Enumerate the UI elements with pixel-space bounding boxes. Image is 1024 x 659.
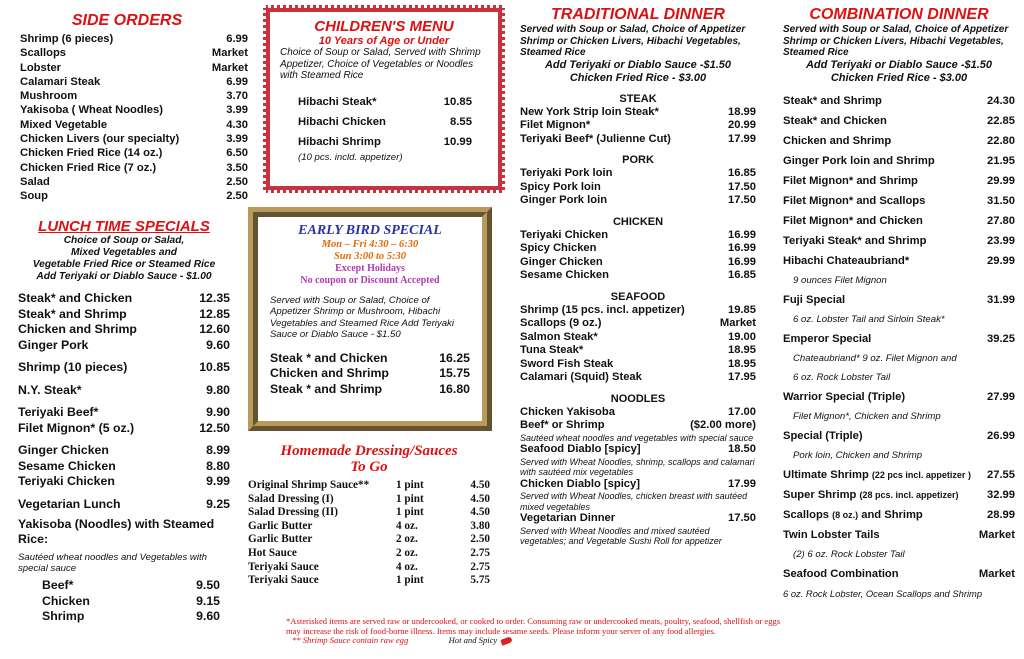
dressing-row: Teriyaki Sauce 1 pint 5.75 — [248, 574, 490, 587]
lunch-row — [18, 360, 230, 376]
item-price: 19.85 — [728, 303, 756, 316]
item-name: Spicy Chicken — [520, 242, 597, 254]
item-name: Steak * and Chicken — [270, 350, 388, 365]
item-price: 27.80 — [987, 214, 1015, 227]
item-price: 29.99 — [987, 174, 1015, 187]
dressing-title-2: To Go — [350, 459, 388, 475]
dressing-row: Salad Dressing (I) 1 pint 4.50 — [248, 492, 490, 505]
chicken-row — [520, 242, 756, 256]
item-price: 8.80 — [206, 458, 230, 473]
item-name: Shrimp — [42, 609, 85, 623]
item-name: Mixed Vegetable — [20, 118, 108, 131]
traditional-dinner-section — [520, 6, 756, 547]
combo-row: Special (Triple) 26.99 — [783, 429, 1015, 442]
item-price: 17.50 — [728, 180, 756, 193]
item-name: Filet Mignon* and Shrimp — [783, 174, 918, 187]
combination-title: COMBINATION DINNER — [809, 6, 989, 23]
footer-hot-spicy: Hot and Spicy — [448, 635, 498, 646]
combo-row: Seafood Combination Market — [783, 567, 1015, 580]
item-name: N.Y. Steak* — [18, 382, 82, 397]
item-name: Calamari (Squid) Steak — [520, 371, 642, 383]
pork-list — [520, 167, 756, 208]
early-row — [270, 351, 470, 367]
item-name: Filet Mignon* and Chicken — [783, 214, 923, 227]
item-price: 6.50 — [226, 147, 248, 160]
chicken-row — [520, 256, 756, 270]
item-name: Scallops — [20, 47, 67, 60]
traditional-add-2: Chicken Fried Rice - $3.00 — [569, 71, 707, 84]
seafood-row — [520, 304, 756, 318]
lunch-sub-2: Mixed Vegetables and — [70, 247, 178, 258]
lunch-row — [18, 338, 230, 354]
dressing-row: Garlic Butter 4 oz. 3.80 — [248, 519, 490, 532]
noodle-row: Chicken Yakisoba 17.00 — [520, 405, 756, 418]
item-name: Sesame Chicken — [520, 269, 609, 281]
item-price: 9.99 — [206, 474, 230, 488]
chicken-heading: CHICKEN — [612, 215, 664, 228]
lunch-specials-section — [18, 218, 230, 625]
item-name: Soup — [20, 190, 48, 203]
children-note: (10 pcs. incld. appetizer) — [298, 151, 403, 163]
item-name: Salad — [20, 175, 50, 188]
item-name: Chicken and Shrimp — [270, 366, 389, 381]
combo-row — [783, 151, 1015, 171]
yakisoba-row — [42, 609, 220, 625]
combo-row: Super Shrimp (28 pcs. incl. appetizer) 32.99 — [783, 488, 1015, 501]
item-price: 16.25 — [439, 350, 470, 365]
side-order-row — [20, 46, 248, 60]
item-name: Shrimp (15 pcs. incl. appetizer) — [520, 303, 685, 316]
lunch-sub-1: Choice of Soup or Salad, — [63, 235, 185, 246]
item-price: 22.85 — [987, 114, 1015, 127]
item-name: Lobster — [20, 61, 62, 74]
steak-row — [520, 119, 756, 133]
early-list — [270, 351, 470, 398]
item-name: Steak * and Shrimp — [270, 381, 383, 396]
lunch-row — [18, 383, 230, 399]
item-name: Hibachi Shrimp — [298, 135, 381, 148]
side-order-row — [20, 103, 248, 117]
pork-row — [520, 181, 756, 195]
children-desc: Choice of Soup or Salad, Served with Shrimp Appetizer, Choice of Vegetables or Noodles with Steamed Rice — [280, 47, 481, 81]
item-name: Scallops (9 oz.) — [520, 317, 602, 329]
item-name: Steak* and Shrimp — [783, 94, 882, 107]
special-note: Pork loin, Chicken and Shrimp — [793, 449, 923, 461]
item-price: 24.30 — [987, 94, 1015, 107]
side-orders-title: SIDE ORDERS — [71, 12, 183, 29]
chateau-note: 9 ounces Filet Mignon — [793, 274, 887, 286]
combination-dinner-section — [783, 6, 1015, 603]
item-name: Hibachi Chicken — [298, 115, 386, 128]
item-price: 8.55 — [450, 115, 472, 128]
item-price: 16.80 — [439, 381, 470, 396]
footer-line-3 — [286, 636, 898, 646]
item-price: 3.99 — [226, 104, 248, 117]
item-price: 12.85 — [199, 306, 230, 321]
twin-note: (2) 6 oz. Rock Lobster Tail — [793, 548, 905, 560]
early-desc: Served with Soup or Salad, Choice of Appetizer Shrimp or Mushroom, Hibachi Vegetables and Steamed Rice Add Teriyaki Sauce or Diablo Sauce - $1.50 — [270, 295, 454, 341]
side-order-row — [20, 161, 248, 175]
item-name: Chicken and Shrimp — [18, 322, 137, 336]
lunch-row — [18, 474, 230, 490]
footer-line-1: *Asterisked items are served raw or undercooked, or cooked to order. Consuming raw or undercooked meats, poultry, seafood, shellfish or eggs — [286, 616, 781, 626]
early-except-2: No coupon or Discount Accepted — [300, 275, 440, 286]
lunch-row — [18, 307, 230, 323]
traditional-add-1 — [520, 59, 756, 72]
item-price: 3.50 — [226, 161, 248, 174]
noodles-heading: NOODLES — [610, 392, 666, 405]
item-price: 4.30 — [226, 118, 248, 131]
item-price: 3.70 — [226, 90, 248, 103]
item-name: Ginger Pork loin — [520, 194, 608, 206]
yakisoba-row — [42, 594, 220, 610]
item-price: 18.95 — [728, 344, 756, 356]
pork-heading: PORK — [622, 154, 654, 166]
traditional-add-1-text: Add Teriyaki or Diablo Sauce -$1.50 — [544, 58, 732, 71]
item-name: Teriyaki Pork loin — [520, 167, 613, 179]
side-order-row — [20, 132, 248, 146]
item-price: 12.60 — [199, 322, 230, 336]
item-price: 17.95 — [728, 371, 756, 383]
item-price: 9.50 — [196, 578, 220, 592]
item-price: 19.00 — [728, 330, 756, 343]
dressing-title-1: Homemade Dressing/Sauces — [280, 443, 458, 459]
side-order-row — [20, 118, 248, 132]
side-order-row — [20, 32, 248, 46]
dressing-row: Salad Dressing (II) 1 pint 4.50 — [248, 506, 490, 519]
lunch-list — [18, 291, 230, 512]
chicken-row — [520, 229, 756, 243]
combo-row — [783, 111, 1015, 131]
chicken-list — [520, 229, 756, 283]
early-hours-weekday: Mon – Fri 4:30 – 6:30 — [321, 239, 419, 250]
lunch-row — [18, 405, 230, 421]
children-row — [280, 92, 488, 112]
item-name: Teriyaki Steak* and Shrimp — [783, 234, 927, 247]
veg-note: Served with Wheat Noodles and mixed sautéed vegetables; and Vegetable Sushi Roll for appetizer — [520, 525, 722, 546]
side-order-row — [20, 89, 248, 103]
item-name: Mushroom — [20, 90, 78, 103]
item-name: Beef* — [42, 578, 74, 592]
side-order-row — [20, 189, 248, 203]
item-price: 10.85 — [443, 95, 472, 108]
item-name: Spicy Pork loin — [520, 180, 601, 193]
children-age: 10 Years of Age or Under — [318, 35, 450, 47]
combo-row — [783, 131, 1015, 151]
item-price: 6.99 — [226, 33, 248, 45]
item-name: Steak* and Chicken — [18, 291, 133, 305]
side-orders-list — [20, 32, 248, 204]
item-price: 31.50 — [987, 194, 1015, 207]
lunch-row — [18, 421, 230, 437]
early-row — [270, 366, 470, 382]
combo-row — [783, 171, 1015, 191]
yakisoba-title: Yakisoba (Noodles) with Steamed Rice: — [18, 517, 215, 546]
side-orders-section — [20, 12, 248, 204]
seafood-row — [520, 371, 756, 385]
item-price: Market — [719, 317, 756, 329]
item-name: Chicken — [42, 593, 90, 608]
item-name: Chicken and Shrimp — [783, 134, 892, 147]
footer-line-2: may increase the risk of food-borne illness. Items may include sesame seeds. Please inform your server of any food allergies. — [286, 625, 716, 636]
item-price: 18.99 — [728, 105, 756, 118]
early-title: EARLY BIRD SPECIAL — [298, 223, 442, 238]
combo-row — [783, 251, 1015, 271]
item-name: Teriyaki Chicken — [18, 474, 115, 488]
early-row — [270, 382, 470, 398]
item-name: Chicken Fried Rice (7 oz.) — [20, 161, 157, 174]
seafood-row — [520, 344, 756, 358]
combo-row — [783, 211, 1015, 231]
item-name: Teriyaki Beef* — [18, 405, 99, 419]
early-except-1: Except Holidays — [335, 263, 405, 274]
combination-add-1: Add Teriyaki or Diablo Sauce -$1.50 — [805, 58, 993, 71]
dressing-list — [248, 479, 490, 588]
steak-list — [520, 106, 756, 147]
item-price: Market — [211, 47, 248, 60]
item-price: 10.99 — [443, 135, 472, 148]
emperor-note-1: Chateaubriand* 9 oz. Filet Mignon and — [793, 352, 957, 364]
footer-disclaimer — [286, 617, 898, 646]
item-price: 16.99 — [728, 255, 756, 268]
seafood-heading: SEAFOOD — [610, 290, 666, 303]
early-bird — [258, 217, 482, 403]
item-price: 17.50 — [728, 194, 756, 206]
seafood-combo-note: 6 oz. Rock Lobster, Ocean Scallops and Shrimp — [783, 587, 983, 599]
diablo-note: Served with Wheat Noodles, shrimp, scallops and calamari with sautéed mix vegetables — [520, 456, 755, 477]
pork-row — [520, 167, 756, 181]
item-name: Yakisoba ( Wheat Noodles) — [20, 104, 163, 117]
item-price: Market — [211, 61, 248, 74]
item-name: Steak* and Chicken — [783, 114, 887, 127]
item-name: Filet Mignon* — [520, 119, 591, 131]
item-price: 12.50 — [199, 420, 230, 435]
item-price: 16.85 — [728, 269, 756, 281]
item-price: 8.99 — [206, 443, 230, 457]
item-price: 20.99 — [728, 119, 756, 131]
yakisoba-list — [18, 578, 220, 625]
combo-row: Fuji Special 31.99 — [783, 293, 1015, 306]
seafood-row — [520, 358, 756, 372]
item-price: 15.75 — [439, 366, 470, 381]
chicken-row — [520, 269, 756, 283]
item-price: 9.60 — [196, 609, 220, 623]
item-price: 23.99 — [987, 234, 1015, 247]
seafood-row — [520, 317, 756, 331]
item-price: 9.15 — [196, 593, 220, 608]
children-row — [280, 132, 488, 152]
combo-row: Warrior Special (Triple) 27.99 — [783, 390, 1015, 403]
item-name: Ginger Chicken — [520, 255, 603, 268]
side-order-row — [20, 75, 248, 89]
item-name: Calamari Steak — [20, 75, 101, 88]
children-row — [280, 112, 488, 132]
lunch-row — [18, 322, 230, 338]
item-name: Sesame Chicken — [18, 458, 116, 473]
item-price: 22.80 — [987, 134, 1015, 147]
combo-row — [783, 231, 1015, 251]
diablo-note: Served with Wheat Noodles, chicken breast with sautéed mixed vegetables — [520, 491, 748, 512]
combo-row — [783, 191, 1015, 211]
item-price: 9.25 — [206, 496, 230, 511]
combination-list — [783, 91, 1015, 271]
steak-row — [520, 133, 756, 147]
pork-row — [520, 194, 756, 208]
steak-row — [520, 106, 756, 120]
item-name: Steak* and Shrimp — [18, 306, 127, 321]
item-price: 29.99 — [987, 254, 1015, 267]
item-price: 2.50 — [226, 190, 248, 203]
lunch-row — [18, 291, 230, 307]
combo-row — [783, 91, 1015, 111]
combo-row: Twin Lobster Tails Market — [783, 528, 1015, 541]
item-price: 16.99 — [728, 228, 756, 241]
item-name: Vegetarian Lunch — [18, 496, 121, 511]
veg-row: Vegetarian Dinner 17.50 — [520, 512, 756, 524]
diablo-row: Seafood Diablo [spicy] 18.50 — [520, 443, 756, 455]
combo-row: Emperor Special 39.25 — [783, 332, 1015, 345]
item-name: Hibachi Chateaubriand* — [783, 254, 910, 267]
item-price: 9.80 — [206, 382, 230, 397]
item-price: 18.95 — [728, 357, 756, 370]
item-price: 10.85 — [199, 360, 230, 374]
early-bird-frame — [248, 207, 492, 431]
side-order-row — [20, 146, 248, 160]
item-name: Shrimp (6 pieces) — [20, 33, 114, 45]
emperor-note-2: 6 oz. Rock Lobster Tail — [793, 371, 891, 383]
dressing-row: Original Shrimp Sauce** 1 pint 4.50 — [248, 479, 490, 491]
seafood-list — [520, 304, 756, 385]
item-name: Chicken Livers (our specialty) — [20, 133, 180, 146]
item-name: Filet Mignon* (5 oz.) — [18, 420, 135, 435]
children-list — [280, 92, 488, 152]
early-hours-sunday: Sun 3:00 to 5:30 — [333, 251, 407, 262]
children-menu-frame — [263, 5, 505, 193]
item-name: New York Strip loin Steak* — [520, 105, 659, 118]
fuji-note: 6 oz. Lobster Tail and Sirloin Steak* — [793, 313, 945, 325]
noodle-row: Beef* or Shrimp ($2.00 more) — [520, 419, 756, 431]
item-price: 21.95 — [987, 154, 1015, 167]
combination-intro: Served with Soup or Salad, Choice of Appetizer Shrimp or Chicken Livers, Hibachi Vegetables, Steamed Rice — [783, 24, 1009, 58]
side-order-row — [20, 61, 248, 75]
steak-heading: STEAK — [619, 92, 657, 105]
warrior-note: Filet Mignon*, Chicken and Shrimp — [793, 410, 941, 422]
dressing-section — [248, 443, 490, 588]
dressing-row: Hot Sauce 2 oz. 2.75 — [248, 546, 490, 559]
item-price: 2.50 — [226, 175, 248, 188]
item-name: Chicken Fried Rice (14 oz.) — [20, 147, 163, 160]
combo-row: Scallops (8 oz.) and Shrimp 28.99 — [783, 508, 1015, 521]
yakisoba-note: Sautéed wheat noodles and Vegetables with special sauce — [18, 552, 207, 574]
side-order-row — [20, 175, 248, 189]
item-name: Hibachi Steak* — [298, 95, 377, 108]
item-price: 16.99 — [728, 242, 756, 254]
noodle-note: Sautéed wheat noodles and vegetables with special sauce — [520, 432, 754, 443]
lunch-sub-4: Add Teriyaki or Diablo Sauce - $1.00 — [36, 271, 212, 282]
item-name: Shrimp (10 pieces) — [18, 360, 128, 374]
item-price: 12.35 — [199, 291, 230, 305]
item-price: 6.99 — [226, 75, 248, 88]
item-price: 9.90 — [206, 405, 230, 419]
item-name: Ginger Chicken — [18, 443, 109, 457]
item-name: Teriyaki Chicken — [520, 228, 609, 241]
item-price: 16.85 — [728, 167, 756, 179]
chili-pepper-icon — [501, 637, 513, 646]
traditional-title: TRADITIONAL DINNER — [551, 6, 725, 23]
item-price: 17.99 — [728, 132, 756, 145]
children-title: CHILDREN'S MENU — [314, 18, 454, 35]
item-name: Sword Fish Steak — [520, 357, 614, 370]
lunch-sub-3: Vegetable Fried Rice or Steamed Rice — [32, 259, 216, 270]
item-name: Teriyaki Beef* (Julienne Cut) — [520, 132, 671, 145]
lunch-row — [18, 443, 230, 459]
item-name: Ginger Pork loin and Shrimp — [783, 154, 935, 167]
item-price: 9.60 — [206, 337, 230, 352]
combination-add-2: Chicken Fried Rice - $3.00 — [830, 71, 968, 84]
seafood-row — [520, 331, 756, 345]
children-menu — [270, 12, 498, 169]
dressing-row: Garlic Butter 2 oz. 2.50 — [248, 533, 490, 546]
item-name: Tuna Steak* — [520, 344, 584, 356]
lunch-row — [18, 459, 230, 475]
lunch-title: LUNCH TIME SPECIALS — [38, 218, 210, 235]
traditional-intro: Served with Soup or Salad, Choice of Appetizer Shrimp or Chicken Livers, Hibachi Vegetables, Steamed Rice — [520, 24, 746, 58]
lunch-row — [18, 497, 230, 513]
yakisoba-row — [42, 578, 220, 594]
dressing-row: Teriyaki Sauce 4 oz. 2.75 — [248, 560, 490, 573]
footer-raw-egg: ** Shrimp Sauce contain raw egg — [292, 635, 409, 646]
item-name: Ginger Pork — [18, 337, 89, 352]
item-name: Filet Mignon* and Scallops — [783, 194, 926, 207]
item-price: 3.99 — [226, 133, 248, 146]
item-name: Salmon Steak* — [520, 330, 598, 343]
combo-row: Ultimate Shrimp (22 pcs incl. appetizer ) 27.55 — [783, 468, 1015, 481]
diablo-row: Chicken Diablo [spicy] 17.99 — [520, 477, 756, 490]
